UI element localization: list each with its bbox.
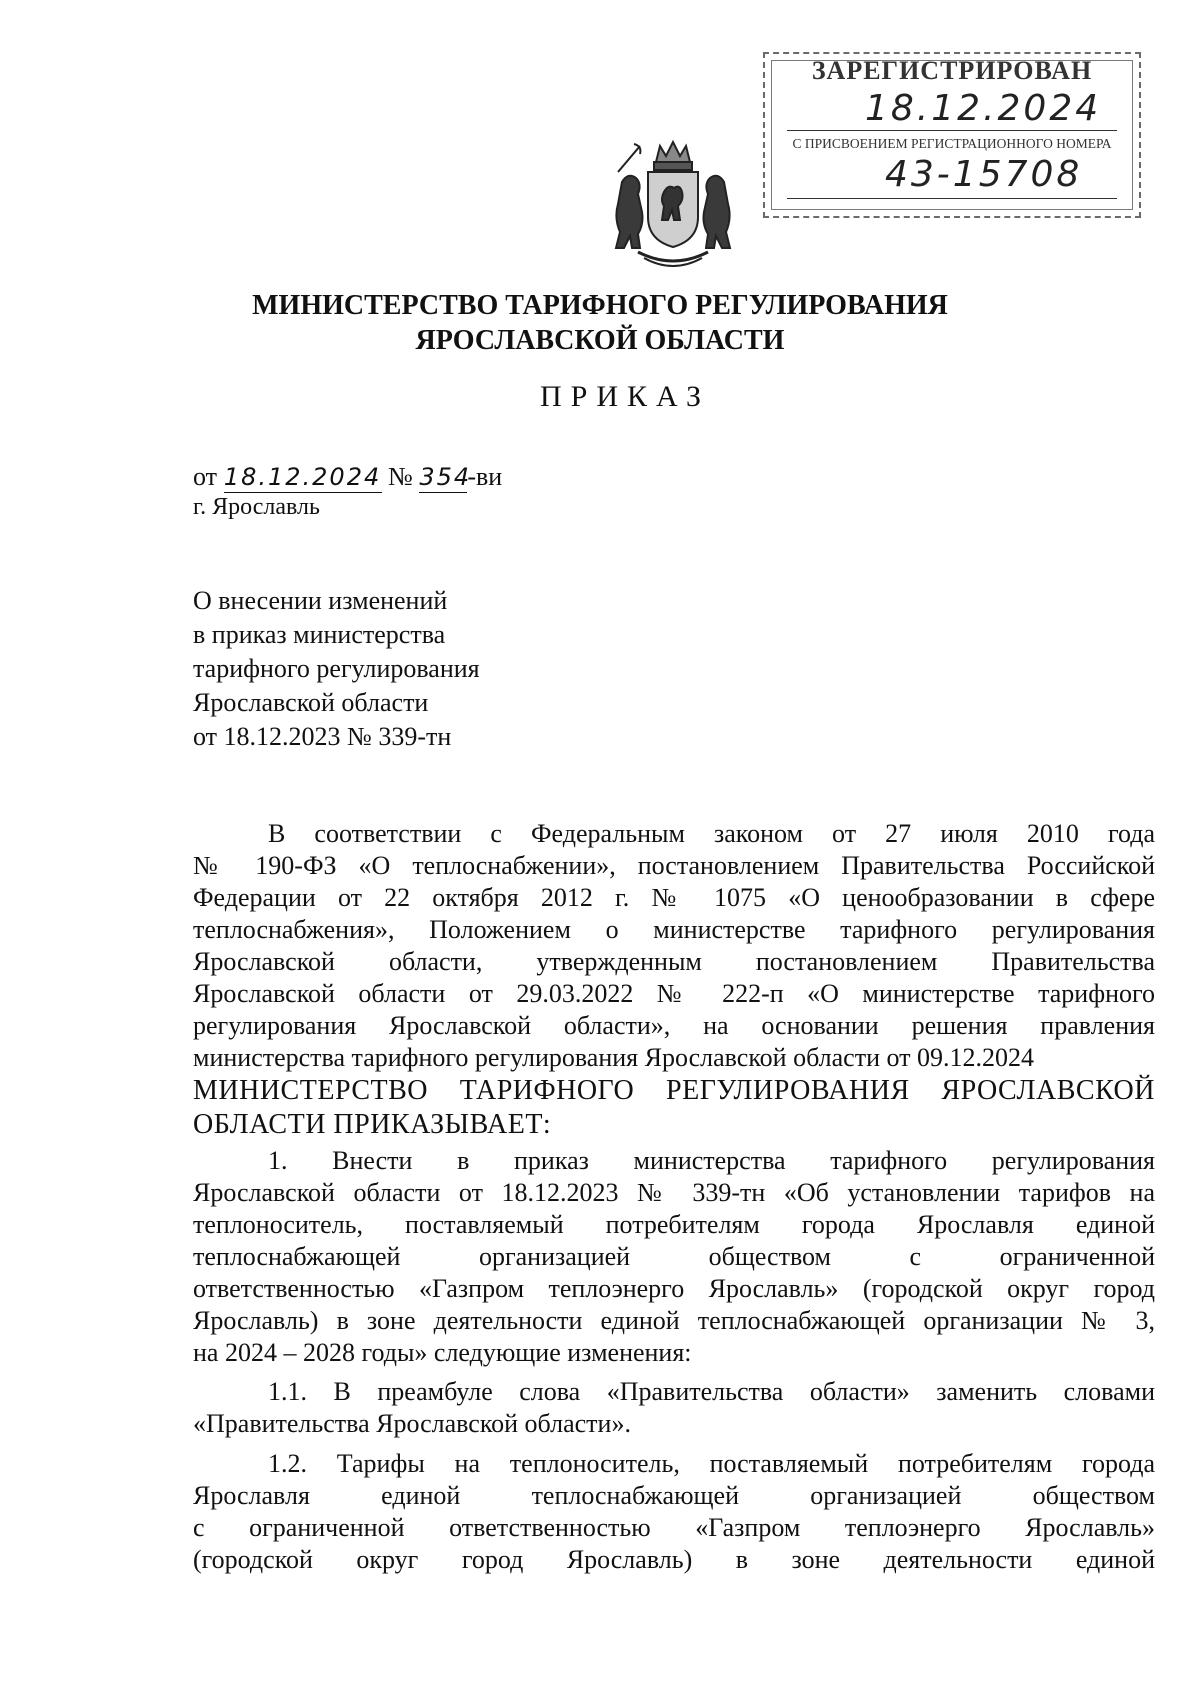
body-line: регулирования Ярославской области», на основании решения правления <box>193 1011 1155 1040</box>
subject-line: Ярославской области <box>193 688 429 717</box>
order-number-suffix: -ви <box>467 462 503 491</box>
number-label: № <box>388 462 413 491</box>
body-line: В соответствии с Федеральным законом от 27 июля 2010 года <box>268 819 1155 848</box>
body-line: на 2024 – 2028 годы» следующие изменения: <box>193 1338 692 1367</box>
subject-line: тарифного регулирования <box>193 654 480 683</box>
stamp-subtitle: С ПРИСВОЕНИЕМ РЕГИСТРАЦИОННОГО НОМЕРА <box>792 136 1112 151</box>
body-line: теплоснабжения», Положением о министерстве тарифного регулирования <box>193 915 1155 944</box>
subject-line: О внесении изменений <box>193 586 448 615</box>
body-line: (городской округ город Ярославль) в зоне деятельности единой <box>193 1545 1155 1574</box>
body-line: № 190-ФЗ «О теплоснабжении», постановлением Правительства Российской <box>193 851 1155 880</box>
stamp-date: 18.12.2024 <box>865 88 1102 129</box>
coat-of-arms-emblem <box>608 132 738 272</box>
body-line: теплоноситель, поставляемый потребителям города Ярославля единой <box>193 1210 1155 1239</box>
body-line: Ярославской области, утвержденным постановлением Правительства <box>193 947 1155 976</box>
order-date-line <box>193 462 502 493</box>
body-line: ОБЛАСТИ ПРИКАЗЫВАЕТ: <box>193 1109 552 1140</box>
body-line: с ограниченной ответственностью «Газпром теплоэнерго Ярославль» <box>193 1513 1155 1542</box>
body-line: Федерации от 22 октября 2012 г. № 1075 «О ценообразовании в сфере <box>193 883 1155 912</box>
body-line: Ярославля единой теплоснабжающей организацией обществом <box>193 1481 1155 1510</box>
ministry-name-line2: ЯРОСЛАВСКОЙ ОБЛАСТИ <box>415 325 785 356</box>
order-number: 354 <box>419 463 472 491</box>
subject-line: в приказ министерства <box>193 620 446 649</box>
body-line: министерства тарифного регулирования Ярославской области от 09.12.2024 <box>193 1043 1035 1072</box>
body-line: Ярославской области от 29.03.2022 № 222-п «О министерстве тарифного <box>193 979 1155 1008</box>
from-label: от <box>193 462 218 491</box>
registration-stamp <box>763 52 1141 218</box>
stamp-number: 43-15708 <box>885 154 1083 195</box>
body-line: Ярославль) в зоне деятельности единой теплоснабжающей организации № 3, <box>193 1306 1155 1335</box>
body-line: 1.1. В преамбуле слова «Правительства области» заменить словами <box>268 1377 1155 1406</box>
document-type-title: ПРИКАЗ <box>540 380 710 413</box>
body-line: Ярославской области от 18.12.2023 № 339-тн «Об установлении тарифов на <box>193 1178 1155 1207</box>
stamp-number-line <box>787 198 1117 199</box>
body-line: «Правительства Ярославской области». <box>193 1409 631 1438</box>
subject-line: от 18.12.2023 № 339-тн <box>193 722 452 751</box>
order-city: г. Ярославль <box>193 494 320 520</box>
body-line: 1. Внести в приказ министерства тарифного регулирования <box>268 1146 1155 1175</box>
stamp-date-line <box>787 130 1117 131</box>
order-date: 18.12.2024 <box>223 463 382 491</box>
stamp-title: ЗАРЕГИСТРИРОВАН <box>811 56 1093 85</box>
body-line: 1.2. Тарифы на теплоноситель, поставляемый потребителям города <box>268 1449 1155 1478</box>
body-line: МИНИСТЕРСТВО ТАРИФНОГО РЕГУЛИРОВАНИЯ ЯРОСЛАВСКОЙ <box>193 1075 1155 1106</box>
body-line: ответственностью «Газпром теплоэнерго Ярославль» (городской округ город <box>193 1274 1155 1303</box>
body-line: теплоснабжающей организацией обществом с ограниченной <box>193 1242 1155 1271</box>
ministry-name-line1: МИНИСТЕРСТВО ТАРИФНОГО РЕГУЛИРОВАНИЯ <box>252 290 948 321</box>
